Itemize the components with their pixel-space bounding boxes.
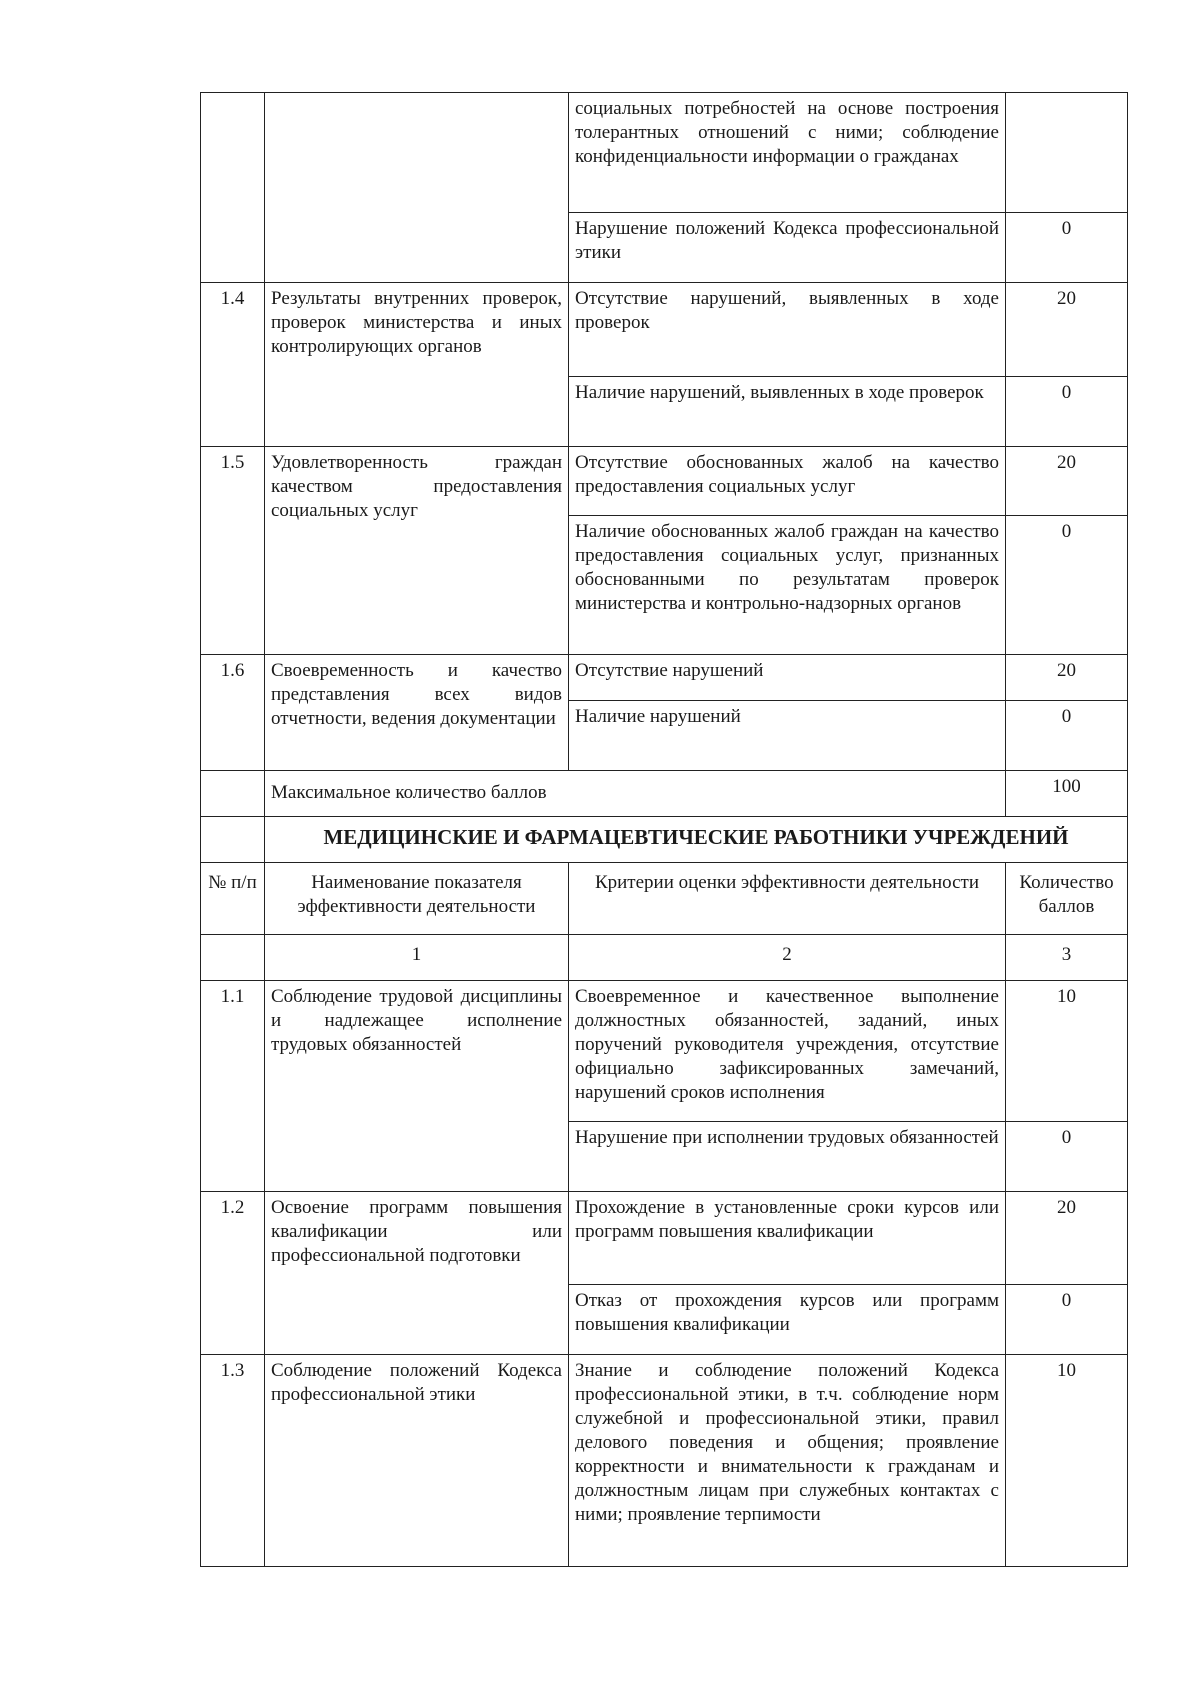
points-cell: 20 — [1006, 447, 1128, 516]
points-cell — [1006, 93, 1128, 213]
criterion-cell: Нарушение при исполнении трудовых обязанностей — [569, 1122, 1006, 1192]
points-cell: 0 — [1006, 1285, 1128, 1355]
index-cell: 1 — [265, 935, 569, 981]
criterion-cell: Отсутствие нарушений, выявленных в ходе проверок — [569, 283, 1006, 377]
criterion-cell: Отсутствие нарушений — [569, 655, 1006, 701]
points-cell: 10 — [1006, 1355, 1128, 1567]
points-cell: 10 — [1006, 981, 1128, 1122]
row-number-cell: 1.3 — [201, 1355, 265, 1567]
criteria-table — [200, 92, 1128, 1567]
points-cell: 20 — [1006, 1192, 1128, 1285]
section-title: МЕДИЦИНСКИЕ И ФАРМАЦЕВТИЧЕСКИЕ РАБОТНИКИ УЧРЕЖДЕНИЙ — [265, 817, 1128, 863]
row-number-cell: 1.5 — [201, 447, 265, 655]
points-cell: 0 — [1006, 213, 1128, 283]
index-cell: 2 — [569, 935, 1006, 981]
criterion-cell: Наличие нарушений — [569, 701, 1006, 771]
row-number-cell: 1.1 — [201, 981, 265, 1192]
header-indicator: Наименование показателя эффективности деятельности — [265, 863, 569, 935]
criterion-cell: Отказ от прохождения курсов или программ повышения квалификации — [569, 1285, 1006, 1355]
indicator-cell: Соблюдение трудовой дисциплины и надлежащее исполнение трудовых обязанностей — [265, 981, 569, 1192]
row-number-cell: 1.4 — [201, 283, 265, 447]
criterion-cell: Своевременное и качественное выполнение должностных обязанностей, заданий, иных поручений руководителя учреждения, отсутствие официально зафиксированных замечаний, нарушений сроков исполнения — [569, 981, 1006, 1122]
row-number-cell — [201, 817, 265, 863]
header-criteria: Критерии оценки эффективности деятельности — [569, 863, 1006, 935]
table-row — [201, 447, 1128, 516]
row-number-cell — [201, 93, 265, 283]
indicator-cell: Соблюдение положений Кодекса профессиональной этики — [265, 1355, 569, 1567]
row-number-cell: 1.2 — [201, 1192, 265, 1355]
max-points-label: Максимальное количество баллов — [265, 771, 1006, 817]
max-points-value: 100 — [1006, 771, 1128, 817]
table-row — [201, 1192, 1128, 1285]
table-row — [201, 1355, 1128, 1567]
criterion-cell: Прохождение в установленные сроки курсов или программ повышения квалификации — [569, 1192, 1006, 1285]
points-cell: 0 — [1006, 701, 1128, 771]
indicator-cell: Освоение программ повышения квалификации или профессиональной подготовки — [265, 1192, 569, 1355]
table-row — [201, 93, 1128, 213]
index-cell-empty — [201, 935, 265, 981]
table-row — [201, 981, 1128, 1122]
criterion-cell: Знание и соблюдение положений Кодекса профессиональной этики, в т.ч. соблюдение норм служебной и профессиональной этики, правил делового поведения и общения; проявление корректности и внимательности к гражданам и должностным лицам при служебных контактах с ними; проявление терпимости — [569, 1355, 1006, 1567]
table-row — [201, 283, 1128, 377]
header-num: № п/п — [201, 863, 265, 935]
indicator-cell: Своевременность и качество представления всех видов отчетности, ведения документации — [265, 655, 569, 771]
row-number-cell — [201, 771, 265, 817]
points-cell: 0 — [1006, 1122, 1128, 1192]
points-cell: 0 — [1006, 377, 1128, 447]
indicator-cell — [265, 93, 569, 283]
index-cell: 3 — [1006, 935, 1128, 981]
points-cell: 20 — [1006, 283, 1128, 377]
table-row — [201, 655, 1128, 701]
section-row — [201, 817, 1128, 863]
indicator-cell: Удовлетворенность граждан качеством предоставления социальных услуг — [265, 447, 569, 655]
row-number-cell: 1.6 — [201, 655, 265, 771]
index-row — [201, 935, 1128, 981]
table-row — [201, 771, 1128, 817]
criterion-cell: Отсутствие обоснованных жалоб на качество предоставления социальных услуг — [569, 447, 1006, 516]
indicator-cell: Результаты внутренних проверок, проверок министерства и иных контролирующих органов — [265, 283, 569, 447]
criterion-cell: Наличие нарушений, выявленных в ходе проверок — [569, 377, 1006, 447]
criterion-cell: Нарушение положений Кодекса профессиональной этики — [569, 213, 1006, 283]
criterion-cell: социальных потребностей на основе построения толерантных отношений с ними; соблюдение конфиденциальности информации о гражданах — [569, 93, 1006, 213]
header-points: Количество баллов — [1006, 863, 1128, 935]
criterion-cell: Наличие обоснованных жалоб граждан на качество предоставления социальных услуг, признанных обоснованными по результатам проверок министерства и контрольно-надзорных органов — [569, 516, 1006, 655]
points-cell: 20 — [1006, 655, 1128, 701]
points-cell: 0 — [1006, 516, 1128, 655]
header-row — [201, 863, 1128, 935]
